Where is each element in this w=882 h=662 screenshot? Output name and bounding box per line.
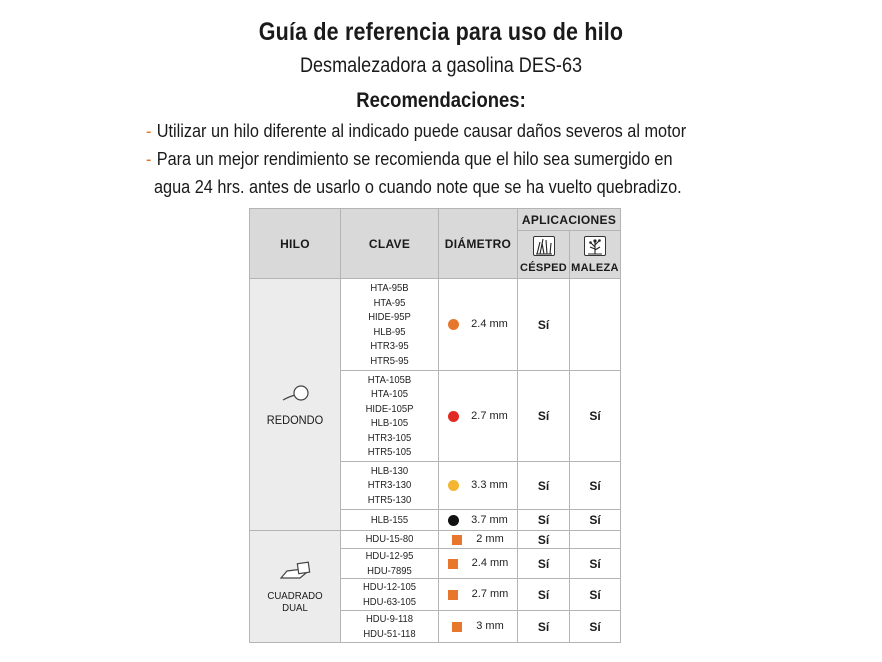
clave-code: HTR3-130: [367, 479, 412, 492]
clave-cell: [341, 549, 439, 579]
cesped-cell: Sí: [518, 371, 570, 462]
maleza-cell: Sí: [570, 549, 621, 579]
clave-code: HIDE-95P: [368, 311, 411, 323]
diameter-value: 3.3 mm: [471, 479, 508, 492]
clave-code: HTA-105: [370, 388, 409, 400]
hilo-cuadrado-label: CUADRADO DUAL: [267, 590, 323, 614]
clave-code: HTR5-105: [367, 446, 412, 458]
cesped-cell: Sí: [518, 279, 570, 371]
clave-code: HTR5-95: [370, 354, 409, 367]
clave-code: HIDE-105P: [365, 402, 414, 415]
maleza-cell: Sí: [570, 611, 621, 643]
bullet-dash: -: [146, 148, 152, 169]
diameter-cell: [439, 279, 518, 371]
color-square: [448, 559, 458, 569]
diameter-cell: [439, 531, 518, 549]
color-dot: [448, 515, 459, 526]
recommendation-2-continued: agua 24 hrs. antes de usarlo o cuando note que se ha vuelto quebradizo.: [154, 176, 682, 197]
hilo-cuadrado-dual: [250, 531, 341, 643]
header-diametro: DIÁMETRO: [439, 209, 518, 279]
clave-code: HTR3-95: [370, 340, 409, 352]
clave-code: HLB-155: [370, 513, 409, 526]
diameter-value: 2.7 mm: [471, 588, 509, 601]
maleza-cell: Sí: [570, 371, 621, 462]
recommendations-heading: Recomendaciones:: [356, 89, 526, 112]
maleza-cell: Sí: [570, 510, 621, 531]
cesped-cell: Sí: [518, 579, 570, 611]
square-line-icon: [278, 568, 312, 585]
diameter-value: 2.7 mm: [471, 410, 508, 423]
cesped-cell: Sí: [518, 531, 570, 549]
diameter-value: 3 mm: [476, 620, 504, 633]
clave-code: HLB-95: [373, 325, 406, 338]
color-square: [452, 622, 462, 632]
clave-code: HDU-12-105: [362, 581, 417, 593]
diameter-cell: [439, 549, 518, 579]
header-aplicaciones: APLICACIONES: [518, 209, 621, 231]
header-cesped-label: CÉSPED: [519, 261, 568, 274]
clave-cell: [341, 579, 439, 611]
cesped-cell: Sí: [518, 549, 570, 579]
clave-code: HDU-9-118: [365, 613, 414, 625]
maleza-cell: Sí: [570, 462, 621, 510]
weed-icon: [584, 236, 606, 256]
line-reference-table: [249, 208, 621, 643]
clave-code: HTA-95: [373, 296, 406, 309]
bullet-dash: -: [146, 120, 152, 141]
round-line-icon: [280, 391, 310, 408]
grass-icon: [533, 236, 555, 256]
maleza-cell: [570, 531, 621, 549]
recommendation-2: [146, 148, 673, 170]
clave-code: HDU-63-105: [362, 595, 417, 608]
diameter-cell: [439, 371, 518, 462]
diameter-value: 2.4 mm: [471, 318, 508, 331]
diameter-cell: [439, 462, 518, 510]
page-subtitle: Desmalezadora a gasolina DES-63: [299, 54, 583, 77]
header-maleza: [570, 231, 621, 279]
header-cesped: [518, 231, 570, 279]
diameter-value: 2 mm: [476, 533, 504, 546]
clave-cell: [341, 510, 439, 531]
header-hilo: HILO: [250, 209, 341, 279]
clave-code: HDU-51-118: [363, 627, 416, 640]
diameter-value: 3.7 mm: [471, 514, 508, 527]
cesped-cell: Sí: [518, 611, 570, 643]
clave-code: HDU-12-95: [365, 550, 414, 562]
recommendation-1: [146, 120, 686, 142]
clave-code: HTA-105B: [367, 373, 412, 386]
cesped-cell: Sí: [518, 510, 570, 531]
diameter-cell: [439, 579, 518, 611]
diameter-value: 2.4 mm: [471, 557, 509, 570]
page-title: Guía de referencia para uso de hilo: [258, 18, 624, 46]
clave-code: HLB-130: [370, 464, 409, 477]
diameter-cell: [439, 510, 518, 531]
cesped-cell: Sí: [518, 462, 570, 510]
maleza-cell: Sí: [570, 579, 621, 611]
color-square: [452, 535, 462, 545]
clave-code: HTR3-105: [367, 431, 412, 444]
clave-cell: [341, 371, 439, 462]
maleza-cell: [570, 279, 621, 371]
color-square: [448, 590, 458, 600]
clave-code: HDU-15-80: [365, 533, 414, 546]
header-maleza-label: MALEZA: [571, 261, 619, 274]
recommendation-text: Utilizar un hilo diferente al indicado puede causar daños severos al motor: [156, 120, 687, 141]
color-dot: [448, 319, 459, 330]
clave-cell: [341, 611, 439, 643]
color-dot: [448, 480, 459, 491]
color-dot: [448, 411, 459, 422]
header-clave: CLAVE: [341, 209, 439, 279]
clave-code: HTR5-130: [367, 493, 412, 506]
clave-code: HDU-7895: [367, 564, 412, 577]
clave-cell: [341, 531, 439, 549]
clave-cell: [341, 279, 439, 371]
clave-code: HTA-95B: [370, 282, 409, 294]
hilo-redondo: [250, 279, 341, 531]
recommendation-text: Para un mejor rendimiento se recomienda que el hilo sea sumergido en: [156, 148, 673, 169]
hilo-redondo-label: REDONDO: [266, 413, 324, 427]
diameter-cell: [439, 611, 518, 643]
clave-code: HLB-105: [370, 417, 409, 429]
clave-cell: [341, 462, 439, 510]
